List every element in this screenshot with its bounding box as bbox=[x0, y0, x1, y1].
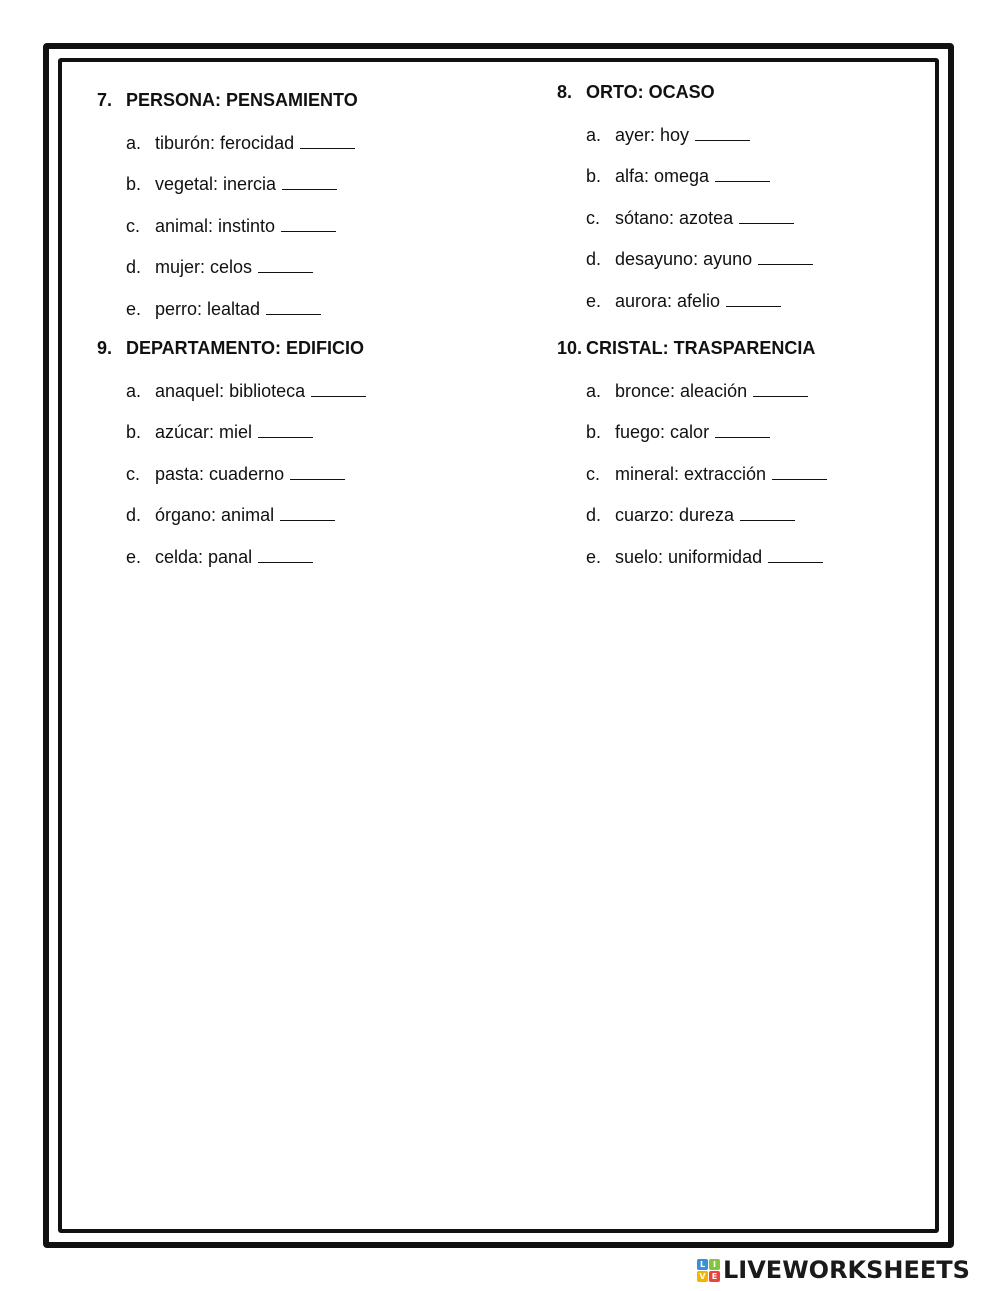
question-text: ORTO: OCASO bbox=[586, 82, 715, 102]
question-text: PERSONA: PENSAMIENTO bbox=[126, 90, 358, 110]
option-text: ayer: hoy bbox=[615, 124, 690, 145]
logo-icon: L I V E bbox=[697, 1259, 720, 1282]
option-text: alfa: omega bbox=[615, 166, 710, 186]
question-number: 7. bbox=[97, 90, 113, 110]
option-d: d. cuarzo: dureza bbox=[557, 502, 957, 526]
answer-blank[interactable] bbox=[300, 130, 355, 149]
option-b: b. fuego: calor bbox=[557, 419, 957, 443]
option-text: anaquel: biblioteca bbox=[155, 380, 306, 401]
question-10 bbox=[557, 336, 957, 568]
option-e: e. perro: lealtad bbox=[97, 296, 497, 320]
answer-blank[interactable] bbox=[290, 461, 345, 480]
option-b: b. vegetal: inercia bbox=[97, 171, 497, 195]
logo-text: LIVEWORKSHEETS bbox=[723, 1256, 970, 1284]
question-title bbox=[97, 336, 497, 360]
answer-blank[interactable] bbox=[281, 213, 336, 232]
option-e: e. celda: panal bbox=[97, 544, 497, 568]
answer-blank[interactable] bbox=[758, 246, 813, 265]
option-text: suelo: uniformidad bbox=[615, 546, 763, 567]
question-8 bbox=[557, 80, 957, 312]
option-text: mineral: extracción bbox=[615, 463, 767, 484]
answer-blank[interactable] bbox=[258, 254, 313, 273]
option-text: desayuno: ayuno bbox=[615, 249, 753, 269]
option-b: b. azúcar: miel bbox=[97, 419, 497, 443]
question-title bbox=[557, 80, 957, 104]
option-d: d. mujer: celos bbox=[97, 254, 497, 278]
option-c: c. pasta: cuaderno bbox=[97, 461, 497, 485]
answer-blank[interactable] bbox=[258, 419, 313, 438]
option-d: d. órgano: animal bbox=[97, 502, 497, 526]
option-d: d. desayuno: ayuno bbox=[557, 246, 957, 270]
option-text: animal: instinto bbox=[155, 215, 276, 236]
question-title bbox=[557, 336, 957, 360]
option-text: bronce: aleación bbox=[615, 380, 748, 401]
option-a: a. ayer: hoy bbox=[557, 122, 957, 146]
option-text: celda: panal bbox=[155, 546, 253, 567]
answer-blank[interactable] bbox=[739, 205, 794, 224]
question-number: 8. bbox=[557, 82, 573, 102]
answer-blank[interactable] bbox=[753, 378, 808, 397]
option-b: b. alfa: omega bbox=[557, 163, 957, 187]
option-c: c. mineral: extracción bbox=[557, 461, 957, 485]
question-title bbox=[97, 88, 497, 112]
option-text: fuego: calor bbox=[615, 422, 710, 442]
option-a: a. anaquel: biblioteca bbox=[97, 378, 497, 402]
question-9 bbox=[97, 336, 497, 568]
option-text: tiburón: ferocidad bbox=[155, 132, 295, 153]
option-text: cuarzo: dureza bbox=[615, 505, 735, 525]
question-text: CRISTAL: TRASPARENCIA bbox=[586, 338, 816, 358]
option-text: pasta: cuaderno bbox=[155, 463, 285, 484]
option-text: órgano: animal bbox=[155, 505, 275, 525]
option-text: sótano: azotea bbox=[615, 207, 734, 228]
option-c: c. animal: instinto bbox=[97, 213, 497, 237]
option-e: e. suelo: uniformidad bbox=[557, 544, 957, 568]
option-text: mujer: celos bbox=[155, 257, 253, 277]
option-c: c. sótano: azotea bbox=[557, 205, 957, 229]
answer-blank[interactable] bbox=[740, 502, 795, 521]
question-number: 10. bbox=[557, 338, 583, 358]
liveworksheets-logo[interactable] bbox=[697, 1256, 970, 1284]
question-text: DEPARTAMENTO: EDIFICIO bbox=[126, 338, 364, 358]
answer-blank[interactable] bbox=[311, 378, 366, 397]
answer-blank[interactable] bbox=[280, 502, 335, 521]
answer-blank[interactable] bbox=[715, 419, 770, 438]
answer-blank[interactable] bbox=[282, 171, 337, 190]
option-text: aurora: afelio bbox=[615, 290, 721, 311]
option-e: e. aurora: afelio bbox=[557, 288, 957, 312]
answer-blank[interactable] bbox=[726, 288, 781, 307]
answer-blank[interactable] bbox=[258, 544, 313, 563]
question-7 bbox=[97, 88, 497, 320]
answer-blank[interactable] bbox=[768, 544, 823, 563]
option-text: perro: lealtad bbox=[155, 298, 261, 319]
question-number: 9. bbox=[97, 338, 113, 358]
answer-blank[interactable] bbox=[715, 163, 770, 182]
answer-blank[interactable] bbox=[266, 296, 321, 315]
option-text: vegetal: inercia bbox=[155, 174, 277, 194]
answer-blank[interactable] bbox=[695, 122, 750, 141]
option-a: a. bronce: aleación bbox=[557, 378, 957, 402]
option-a: a. tiburón: ferocidad bbox=[97, 130, 497, 154]
option-text: azúcar: miel bbox=[155, 422, 253, 442]
answer-blank[interactable] bbox=[772, 461, 827, 480]
